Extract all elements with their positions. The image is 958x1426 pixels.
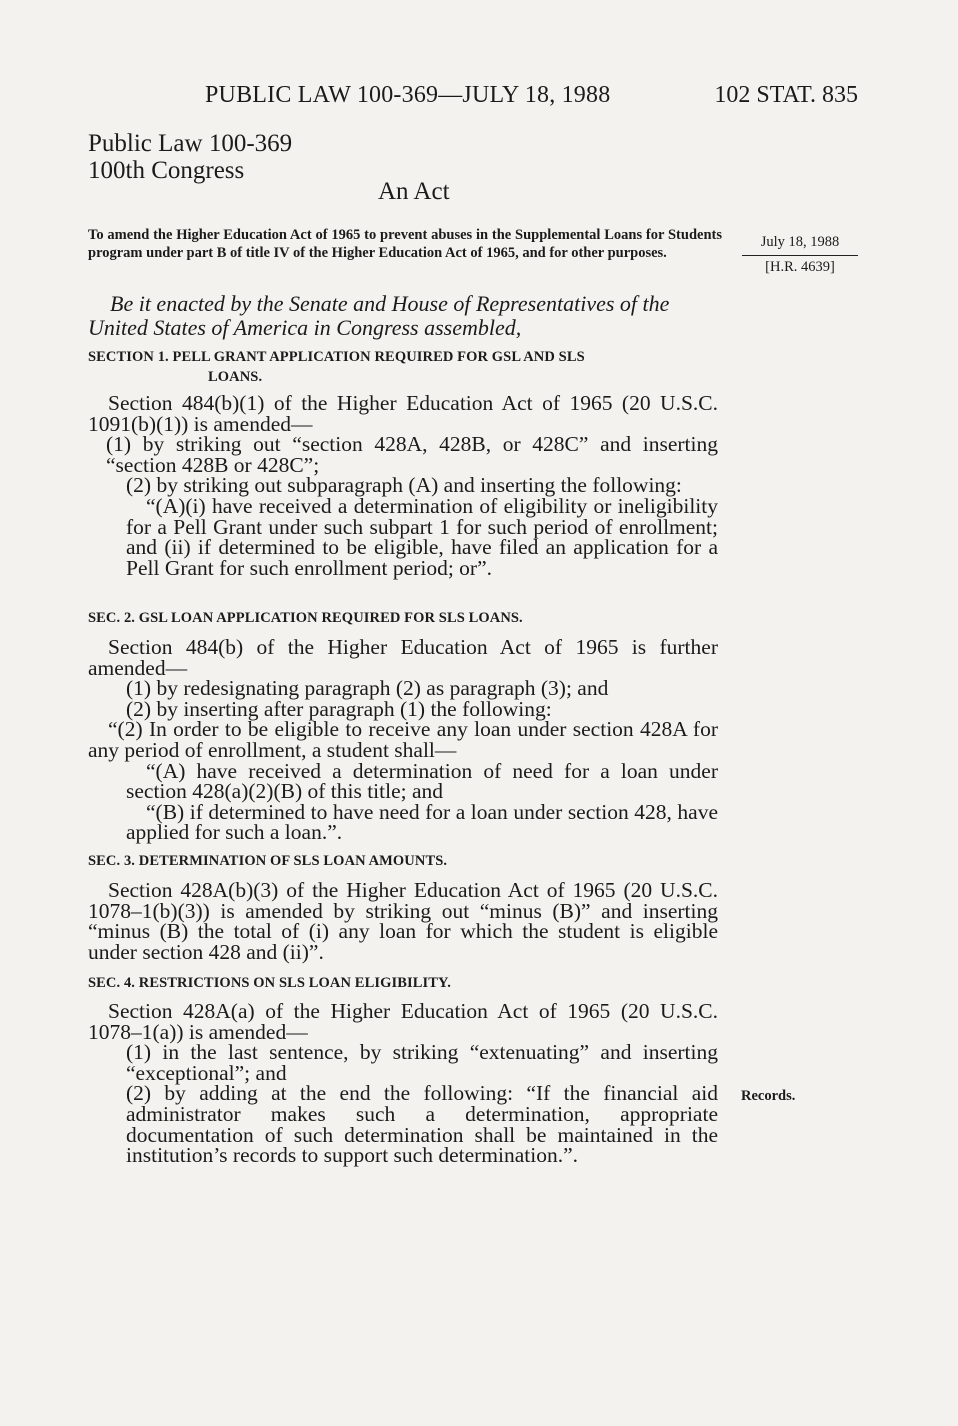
section-2-paragraph-2: “(2) In order to be eligible to receive any loan under section 428A for any period of enrollment, a student shall— — [88, 717, 718, 762]
statute-page-number: 102 STAT. 835 — [714, 82, 858, 108]
bill-number: [H.R. 4639] — [765, 259, 835, 275]
section-1-item-1-text: (1) by striking out “section 428A, 428B, or 428C” and inserting “section 428B or 428C”; — [106, 432, 718, 477]
section-1-body — [88, 393, 718, 578]
running-head: PUBLIC LAW 100-369—JULY 18, 1988 — [205, 82, 611, 108]
margin-date-block — [736, 234, 864, 276]
section-1-quoted-text: “(A)(i) have received a determination of eligibility or ineligibility for a Pell Grant under such subpart 1 for such period of enrollment; and (ii) if determined to be eligible, have filed an application for a Pell Grant for such enrollment period; or”. — [126, 493, 718, 580]
section-2-body — [88, 637, 718, 843]
section-4-body — [88, 1001, 718, 1166]
section-2-item-1: (1) by redesignating paragraph (2) as paragraph (3); and — [126, 676, 609, 701]
section-4-item-2: (2) by adding at the end the following: “If the financial aid administrator makes such a determination, appropriate documentation of such determination shall be maintained in the institution’s records to support such determination.”. — [126, 1081, 718, 1168]
section-3-body — [88, 880, 718, 962]
section-4-heading: SEC. 4. RESTRICTIONS ON SLS LOAN ELIGIBILITY. — [88, 975, 451, 991]
section-1-heading-line2: LOANS. — [208, 369, 263, 385]
enacting-clause-text: Be it enacted by the Senate and House of Representatives of the United States of America in Congress assembled, — [88, 291, 670, 340]
an-act-title: An Act — [378, 178, 450, 205]
section-1-item-2: (2) by striking out subparagraph (A) and inserting the following: — [126, 473, 682, 498]
section-2-subparagraph-b: “(B) if determined to have need for a loan under section 428, have applied for such a loan.”. — [126, 799, 718, 845]
section-4-item-1: (1) in the last sentence, by striking “extenuating” and inserting “exceptional”; and — [126, 1040, 718, 1085]
margin-divider — [742, 255, 858, 256]
section-4-intro: Section 428A(a) of the Higher Education Act of 1965 (20 U.S.C. 1078–1(a)) is amended— — [88, 999, 718, 1044]
section-1-item-1 — [68, 434, 718, 475]
section-2-item-2: (2) by inserting after paragraph (1) the following: — [126, 696, 552, 721]
section-2-intro: Section 484(b) of the Higher Education Act of 1965 is further amended— — [88, 635, 718, 680]
public-law-number: Public Law 100-369 — [88, 130, 293, 157]
congress-number: 100th Congress — [88, 157, 245, 184]
section-3-heading: SEC. 3. DETERMINATION OF SLS LOAN AMOUNTS. — [88, 853, 448, 869]
enacting-clause — [88, 292, 720, 340]
section-2-subparagraph-a: “(A) have received a determination of need for a loan under section 428(a)(2)(B) of this title; and — [126, 758, 718, 804]
section-1-heading — [88, 347, 722, 387]
purpose-statement: To amend the Higher Education Act of 1965 to prevent abuses in the Supplemental Loans for Students program under part B of title IV of the Higher Education Act of 1965, and for other purposes. — [88, 227, 722, 261]
section-3-text: Section 428A(b)(3) of the Higher Education Act of 1965 (20 U.S.C. 1078–1(b)(3)) is amended by striking out “minus (B)” and inserting “minus (B) the total of (i) any loan for which the student is eligible under section 428 and (ii)”. — [88, 878, 718, 964]
section-2-heading: SEC. 2. GSL LOAN APPLICATION REQUIRED FOR SLS LOANS. — [88, 610, 523, 626]
enactment-date: July 18, 1988 — [760, 234, 840, 250]
section-1-intro: Section 484(b)(1) of the Higher Education Act of 1965 (20 U.S.C. 1091(b)(1)) is amended— — [88, 391, 718, 436]
section-1-heading-line1: SECTION 1. PELL GRANT APPLICATION REQUIRED FOR GSL AND SLS — [88, 349, 585, 365]
margin-note-records: Records. — [741, 1088, 796, 1104]
